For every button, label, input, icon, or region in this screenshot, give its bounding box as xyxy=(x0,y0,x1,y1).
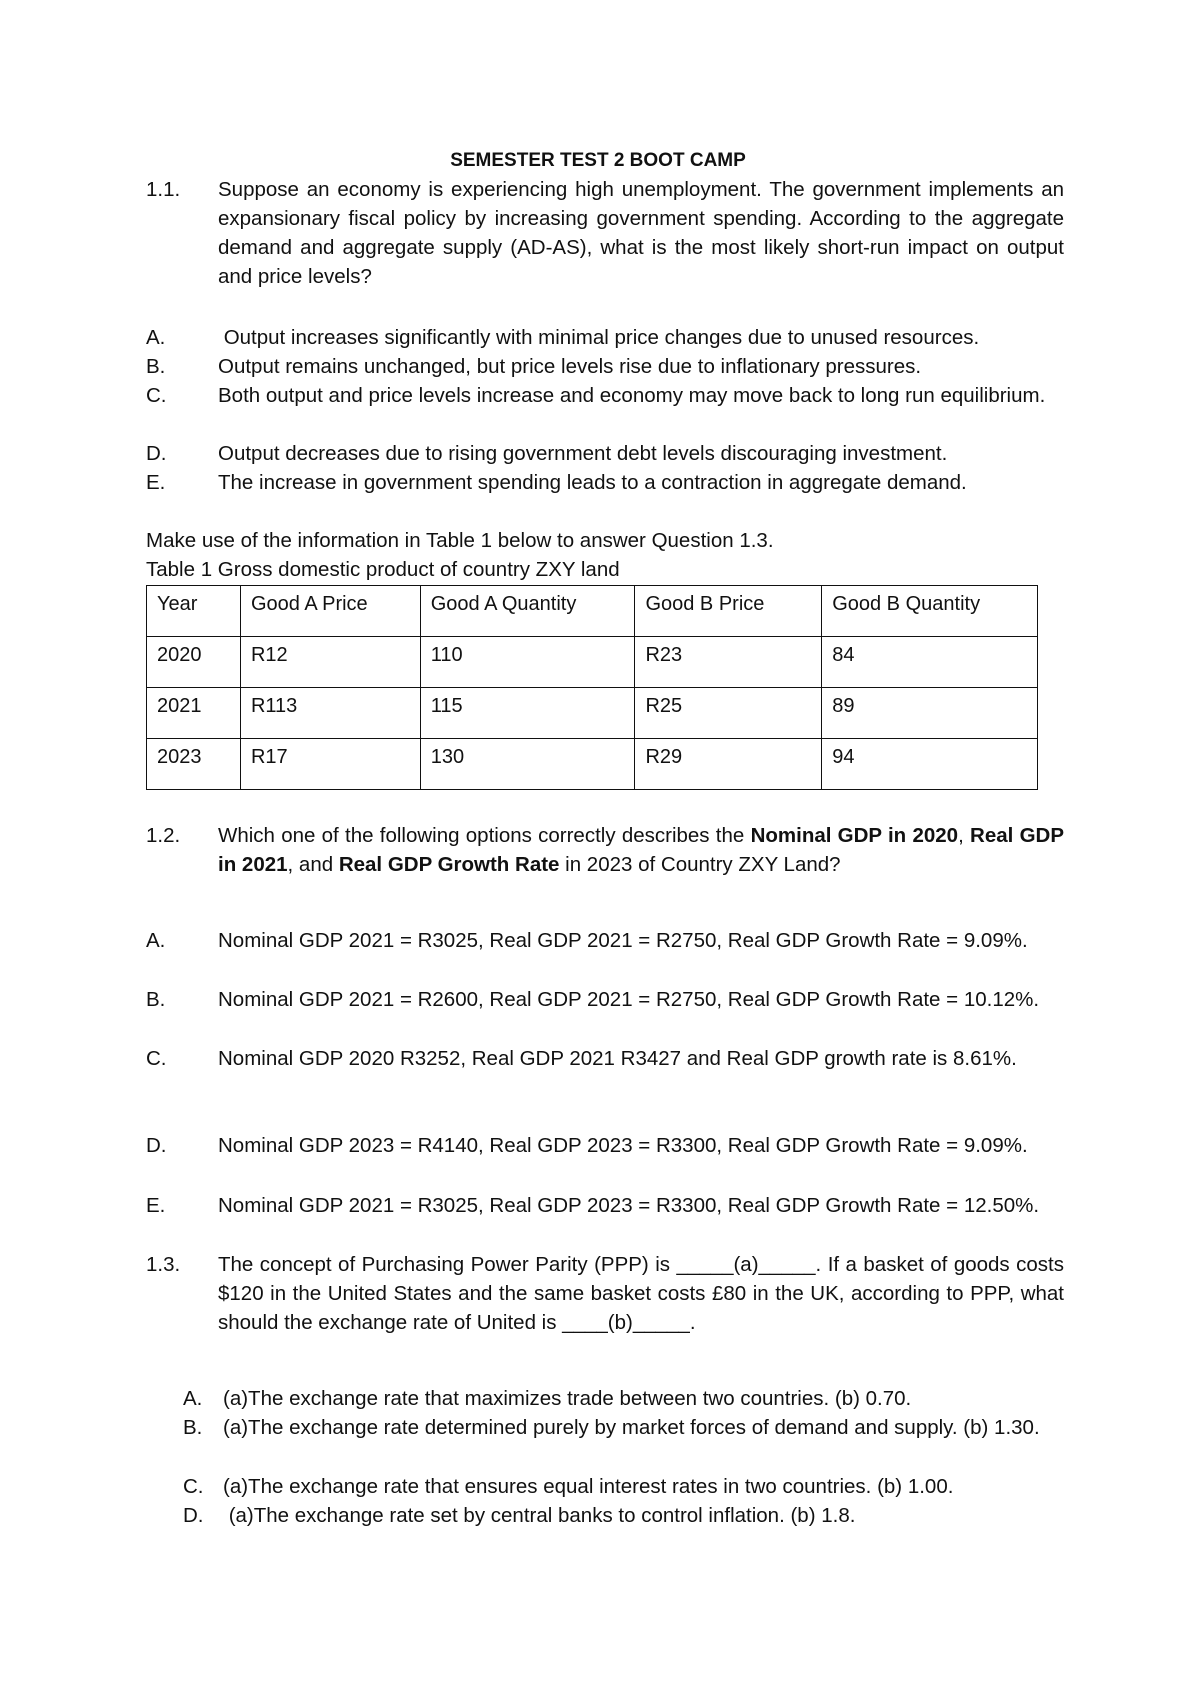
question-1-3 xyxy=(146,1250,1064,1337)
option-letter: A. xyxy=(146,326,166,349)
option-text: Both output and price levels increase and economy may move back to long run equilibrium. xyxy=(218,384,1046,407)
question-text-part: Which one of the following options correctly describes the xyxy=(218,824,751,847)
option-text: Nominal GDP 2021 = R3025, Real GDP 2021 = R2750, Real GDP Growth Rate = 9.09%. xyxy=(218,929,1028,952)
bold-term: Nominal GDP in 2020 xyxy=(750,824,959,847)
option-letter: E. xyxy=(146,471,166,494)
table-header-row xyxy=(147,586,1038,637)
table-cell: 110 xyxy=(420,637,635,688)
q1-3-option-a xyxy=(183,1384,1064,1413)
option-letter: D. xyxy=(146,1134,167,1157)
option-text: (a)The exchange rate that maximizes trade between two countries. (b) 0.70. xyxy=(223,1387,912,1410)
table-cell: 89 xyxy=(822,688,1038,739)
question-number: 1.2. xyxy=(146,824,181,847)
option-text: Nominal GDP 2023 = R4140, Real GDP 2023 = R3300, Real GDP Growth Rate = 9.09%. xyxy=(218,1134,1028,1157)
q1-2-option-e xyxy=(146,1191,1064,1220)
table-cell: 94 xyxy=(822,739,1038,790)
q1-2-option-c xyxy=(146,1044,1064,1073)
question-text-part: , and xyxy=(287,853,339,876)
table-header-cell: Good A Price xyxy=(240,586,420,637)
q1-1-option-b xyxy=(146,352,1064,381)
table-row xyxy=(147,688,1038,739)
table-cell: R12 xyxy=(240,637,420,688)
table-header-cell: Year xyxy=(147,586,241,637)
option-text: (a)The exchange rate set by central banks to control inflation. (b) 1.8. xyxy=(223,1504,856,1527)
table-cell: 115 xyxy=(420,688,635,739)
question-text xyxy=(218,821,1064,879)
table-cell: 2020 xyxy=(147,637,241,688)
table-cell: 84 xyxy=(822,637,1038,688)
option-text: Output remains unchanged, but price levels rise due to inflationary pressures. xyxy=(218,355,922,378)
option-text: (a)The exchange rate that ensures equal interest rates in two countries. (b) 1.00. xyxy=(223,1475,954,1498)
table-header-cell: Good B Quantity xyxy=(822,586,1038,637)
table-row xyxy=(147,739,1038,790)
q1-2-option-d xyxy=(146,1131,1064,1160)
table-cell: R25 xyxy=(635,688,822,739)
q1-3-option-d xyxy=(183,1501,1064,1530)
question-text-part: , xyxy=(958,824,971,847)
option-letter: C. xyxy=(183,1475,204,1498)
table-cell: R17 xyxy=(240,739,420,790)
table-cell: 2023 xyxy=(147,739,241,790)
option-text: Nominal GDP 2021 = R3025, Real GDP 2023 = R3300, Real GDP Growth Rate = 12.50%. xyxy=(218,1194,1040,1217)
question-number: 1.3. xyxy=(146,1253,181,1276)
option-text: The increase in government spending leads to a contraction in aggregate demand. xyxy=(218,471,967,494)
option-letter: B. xyxy=(146,988,166,1011)
bold-term: Real GDP Growth Rate xyxy=(338,853,560,876)
option-letter: B. xyxy=(146,355,166,378)
option-text: Nominal GDP 2020 R3252, Real GDP 2021 R3427 and Real GDP growth rate is 8.61%. xyxy=(218,1047,1017,1070)
table-caption: Table 1 Gross domestic product of country ZXY land xyxy=(146,558,620,581)
table-row xyxy=(147,637,1038,688)
q1-3-option-b xyxy=(183,1413,1064,1442)
table-cell: 130 xyxy=(420,739,635,790)
question-text-part: in 2023 of Country ZXY Land? xyxy=(559,853,841,876)
question-number: 1.1. xyxy=(146,178,181,201)
q1-1-option-d xyxy=(146,439,1064,468)
question-1-1 xyxy=(146,175,1064,291)
q1-2-option-b xyxy=(146,985,1064,1014)
table-header-cell: Good A Quantity xyxy=(420,586,635,637)
table-cell: R29 xyxy=(635,739,822,790)
q1-3-option-c xyxy=(183,1472,1064,1501)
option-letter: B. xyxy=(183,1416,203,1439)
option-text: Output increases significantly with minimal price changes due to unused resources. xyxy=(218,326,980,349)
gdp-table xyxy=(146,585,1038,790)
table-header-cell: Good B Price xyxy=(635,586,822,637)
option-text: Output decreases due to rising government debt levels discouraging investment. xyxy=(218,442,948,465)
option-letter: D. xyxy=(183,1504,204,1527)
question-text: The concept of Purchasing Power Parity (PPP) is _____(a)_____. If a basket of goods costs $120 in the United States and the same basket costs £80 in the UK, according to PPP, what should the exchange rate of United is ____(b)_____. xyxy=(218,1253,1064,1334)
q1-1-option-c xyxy=(146,381,1064,410)
question-1-2 xyxy=(146,821,1064,879)
document-title: SEMESTER TEST 2 BOOT CAMP xyxy=(450,150,746,171)
option-letter: C. xyxy=(146,384,167,407)
option-letter: A. xyxy=(183,1387,203,1410)
option-letter: A. xyxy=(146,929,166,952)
option-letter: D. xyxy=(146,442,167,465)
option-letter: E. xyxy=(146,1194,166,1217)
option-letter: C. xyxy=(146,1047,167,1070)
question-text: Suppose an economy is experiencing high unemployment. The government implements an expansionary fiscal policy by increasing government spending. According to the aggregate demand and aggregate supply (AD-AS), what is the most likely short-run impact on output and price levels? xyxy=(218,178,1064,288)
q1-1-option-e xyxy=(146,468,1064,497)
q1-1-option-a xyxy=(146,323,1064,352)
option-text: Nominal GDP 2021 = R2600, Real GDP 2021 = R2750, Real GDP Growth Rate = 10.12%. xyxy=(218,988,1040,1011)
table-cell: R23 xyxy=(635,637,822,688)
bold-term: Real GDP in 2021 xyxy=(218,824,1064,876)
table-cell: R113 xyxy=(240,688,420,739)
table-intro: Make use of the information in Table 1 below to answer Question 1.3. xyxy=(146,529,774,552)
table-cell: 2021 xyxy=(147,688,241,739)
q1-2-option-a xyxy=(146,926,1064,955)
option-text: (a)The exchange rate determined purely by market forces of demand and supply. (b) 1.30. xyxy=(223,1416,1040,1439)
